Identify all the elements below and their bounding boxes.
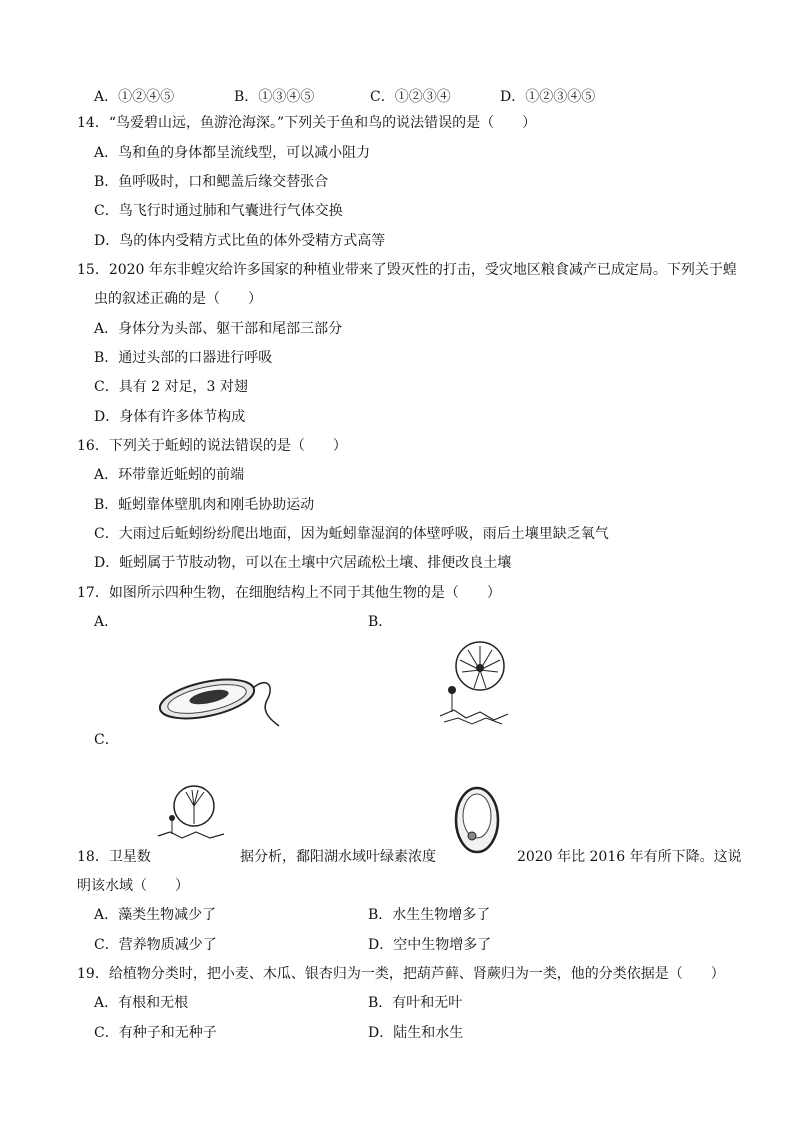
q18-line2: 明该水域（ ） [77,878,189,894]
q14-option-d: D．鸟的体内受精方式比鱼的体外受精方式高等 [94,233,386,249]
q18-option-b: B．水生生物增多了 [368,907,491,923]
q15-option-b: B．通过头部的口器进行呼吸 [94,350,273,366]
q13-option-c: C．①②③④ [370,89,451,105]
q18-option-d: D．空中生物增多了 [368,937,492,953]
q16-option-d: D．蚯蚓属于节肢动物，可以在土壤中穴居疏松土壤、排便改良土壤 [94,555,512,571]
q19-option-d: D．陆生和水生 [368,1025,464,1041]
q13-options [94,86,734,104]
q15-stem-line2: 虫的叙述正确的是（ ） [94,291,262,307]
penicillium-figure [156,784,228,844]
q18-option-c: C．营养物质减少了 [94,937,217,953]
q18-part3: 2020 年比 2016 年有所下降。这说 [517,849,742,865]
q16-stem: 16．下列关于蚯蚓的说法错误的是（ ） [77,438,347,454]
q19-stem: 19．给植物分类时，把小麦、木瓜、银杏归为一类，把葫芦藓、肾蕨归为一类，他的分类依据是（ ） [77,966,725,982]
q15-option-a: A．身体分为头部、躯干部和尾部三部分 [94,321,343,337]
q19-option-b: B．有叶和无叶 [368,995,463,1011]
q17-label-a: A． [94,614,119,630]
q18-part1: 18．卫星数 [77,849,151,865]
q16-option-c: C．大雨过后蚯蚓纷纷爬出地面，因为蚯蚓靠湿润的体壁呼吸，雨后土壤里缺乏氧气 [94,526,609,542]
q17-stem: 17．如图所示四种生物，在细胞结构上不同于其他生物的是（ ） [77,585,501,601]
q13-option-d: D．①②③④⑤ [500,89,596,105]
q14-stem: 14．“鸟爱碧山远，鱼游沧海深。”下列关于鱼和鸟的说法错误的是（ ） [77,115,537,131]
q17-label-c: C． [94,732,119,748]
q18-part2: 据分析，鄱阳湖水域叶绿素浓度 [240,849,436,865]
q19-option-a: A．有根和无根 [94,995,189,1011]
q17-label-b: B． [368,614,393,630]
q19-option-c: C．有种子和无种子 [94,1025,217,1041]
q16-option-b: B．蚯蚓靠体壁肌肉和刚毛协助运动 [94,497,315,513]
q15-stem-line1: 15．2020 年东非蝗灾给许多国家的种植业带来了毁灭性的打击，受灾地区粮食减产已成定局。下列关于蝗 [77,262,737,278]
q14-option-b: B．鱼呼吸时，口和鳃盖后缘交替张合 [94,174,329,190]
q15-option-d: D．身体有许多体节构成 [94,409,246,425]
cell-figure [452,784,502,856]
q13-option-b: B．①③④⑤ [234,89,315,105]
q14-option-c: C．鸟飞行时通过肺和气囊进行气体交换 [94,203,343,219]
q15-option-c: C．具有 2 对足，3 对翅 [94,379,248,395]
q16-option-a: A．环带靠近蚯蚓的前端 [94,467,245,483]
q13-option-a: A．①②④⑤ [94,89,175,105]
mold-figure [436,640,516,728]
q18-option-a: A．藻类生物减少了 [94,907,217,923]
q14-option-a: A．鸟和鱼的身体都呈流线型，可以减小阻力 [94,145,371,161]
bacterium-figure [155,668,285,730]
